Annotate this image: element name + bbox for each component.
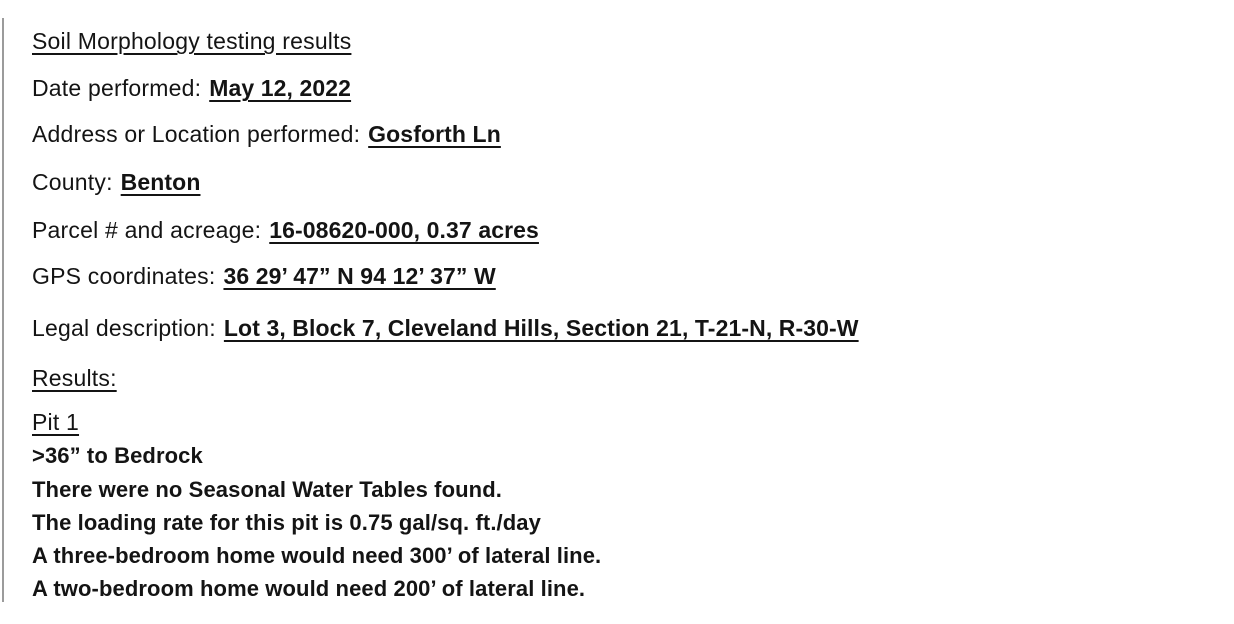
- field-value-legal-description: Lot 3, Block 7, Cleveland Hills, Section 21, T-21-N, R-30-W: [223, 315, 859, 341]
- results-heading: Results:: [32, 365, 117, 391]
- document-title: Soil Morphology testing results: [32, 28, 352, 54]
- field-value-date-performed: May 12, 2022: [209, 75, 352, 101]
- field-row-legal-description: [32, 315, 859, 341]
- field-value-address: Gosforth Ln: [368, 121, 501, 147]
- field-label-parcel-acreage: Parcel # and acreage:: [32, 217, 262, 243]
- field-label-county: County:: [32, 169, 113, 195]
- field-row-address: [32, 121, 501, 147]
- field-row-gps-coordinates: [32, 263, 496, 289]
- page-edge-line: [2, 18, 4, 602]
- field-label-address: Address or Location performed:: [32, 121, 361, 147]
- result-line-seasonal-water-tables: There were no Seasonal Water Tables found.: [32, 477, 502, 502]
- pit-heading: Pit 1: [32, 409, 80, 435]
- result-line-two-bedroom-lateral: A two-bedroom home would need 200’ of lateral line.: [32, 576, 586, 601]
- field-value-county: Benton: [120, 169, 201, 195]
- field-label-gps-coordinates: GPS coordinates:: [32, 263, 216, 289]
- field-label-legal-description: Legal description:: [32, 315, 216, 341]
- field-row-county: [32, 169, 200, 195]
- field-value-parcel-acreage: 16-08620-000, 0.37 acres: [269, 217, 539, 243]
- field-row-date-performed: [32, 75, 351, 101]
- result-line-loading-rate: The loading rate for this pit is 0.75 gal/sq. ft./day: [32, 510, 541, 535]
- field-label-date-performed: Date performed:: [32, 75, 202, 101]
- field-row-parcel-acreage: [32, 217, 539, 243]
- field-value-gps-coordinates: 36 29’ 47” N 94 12’ 37” W: [223, 263, 496, 289]
- result-line-three-bedroom-lateral: A three-bedroom home would need 300’ of lateral line.: [32, 543, 602, 568]
- result-line-bedrock-depth: >36” to Bedrock: [32, 443, 203, 468]
